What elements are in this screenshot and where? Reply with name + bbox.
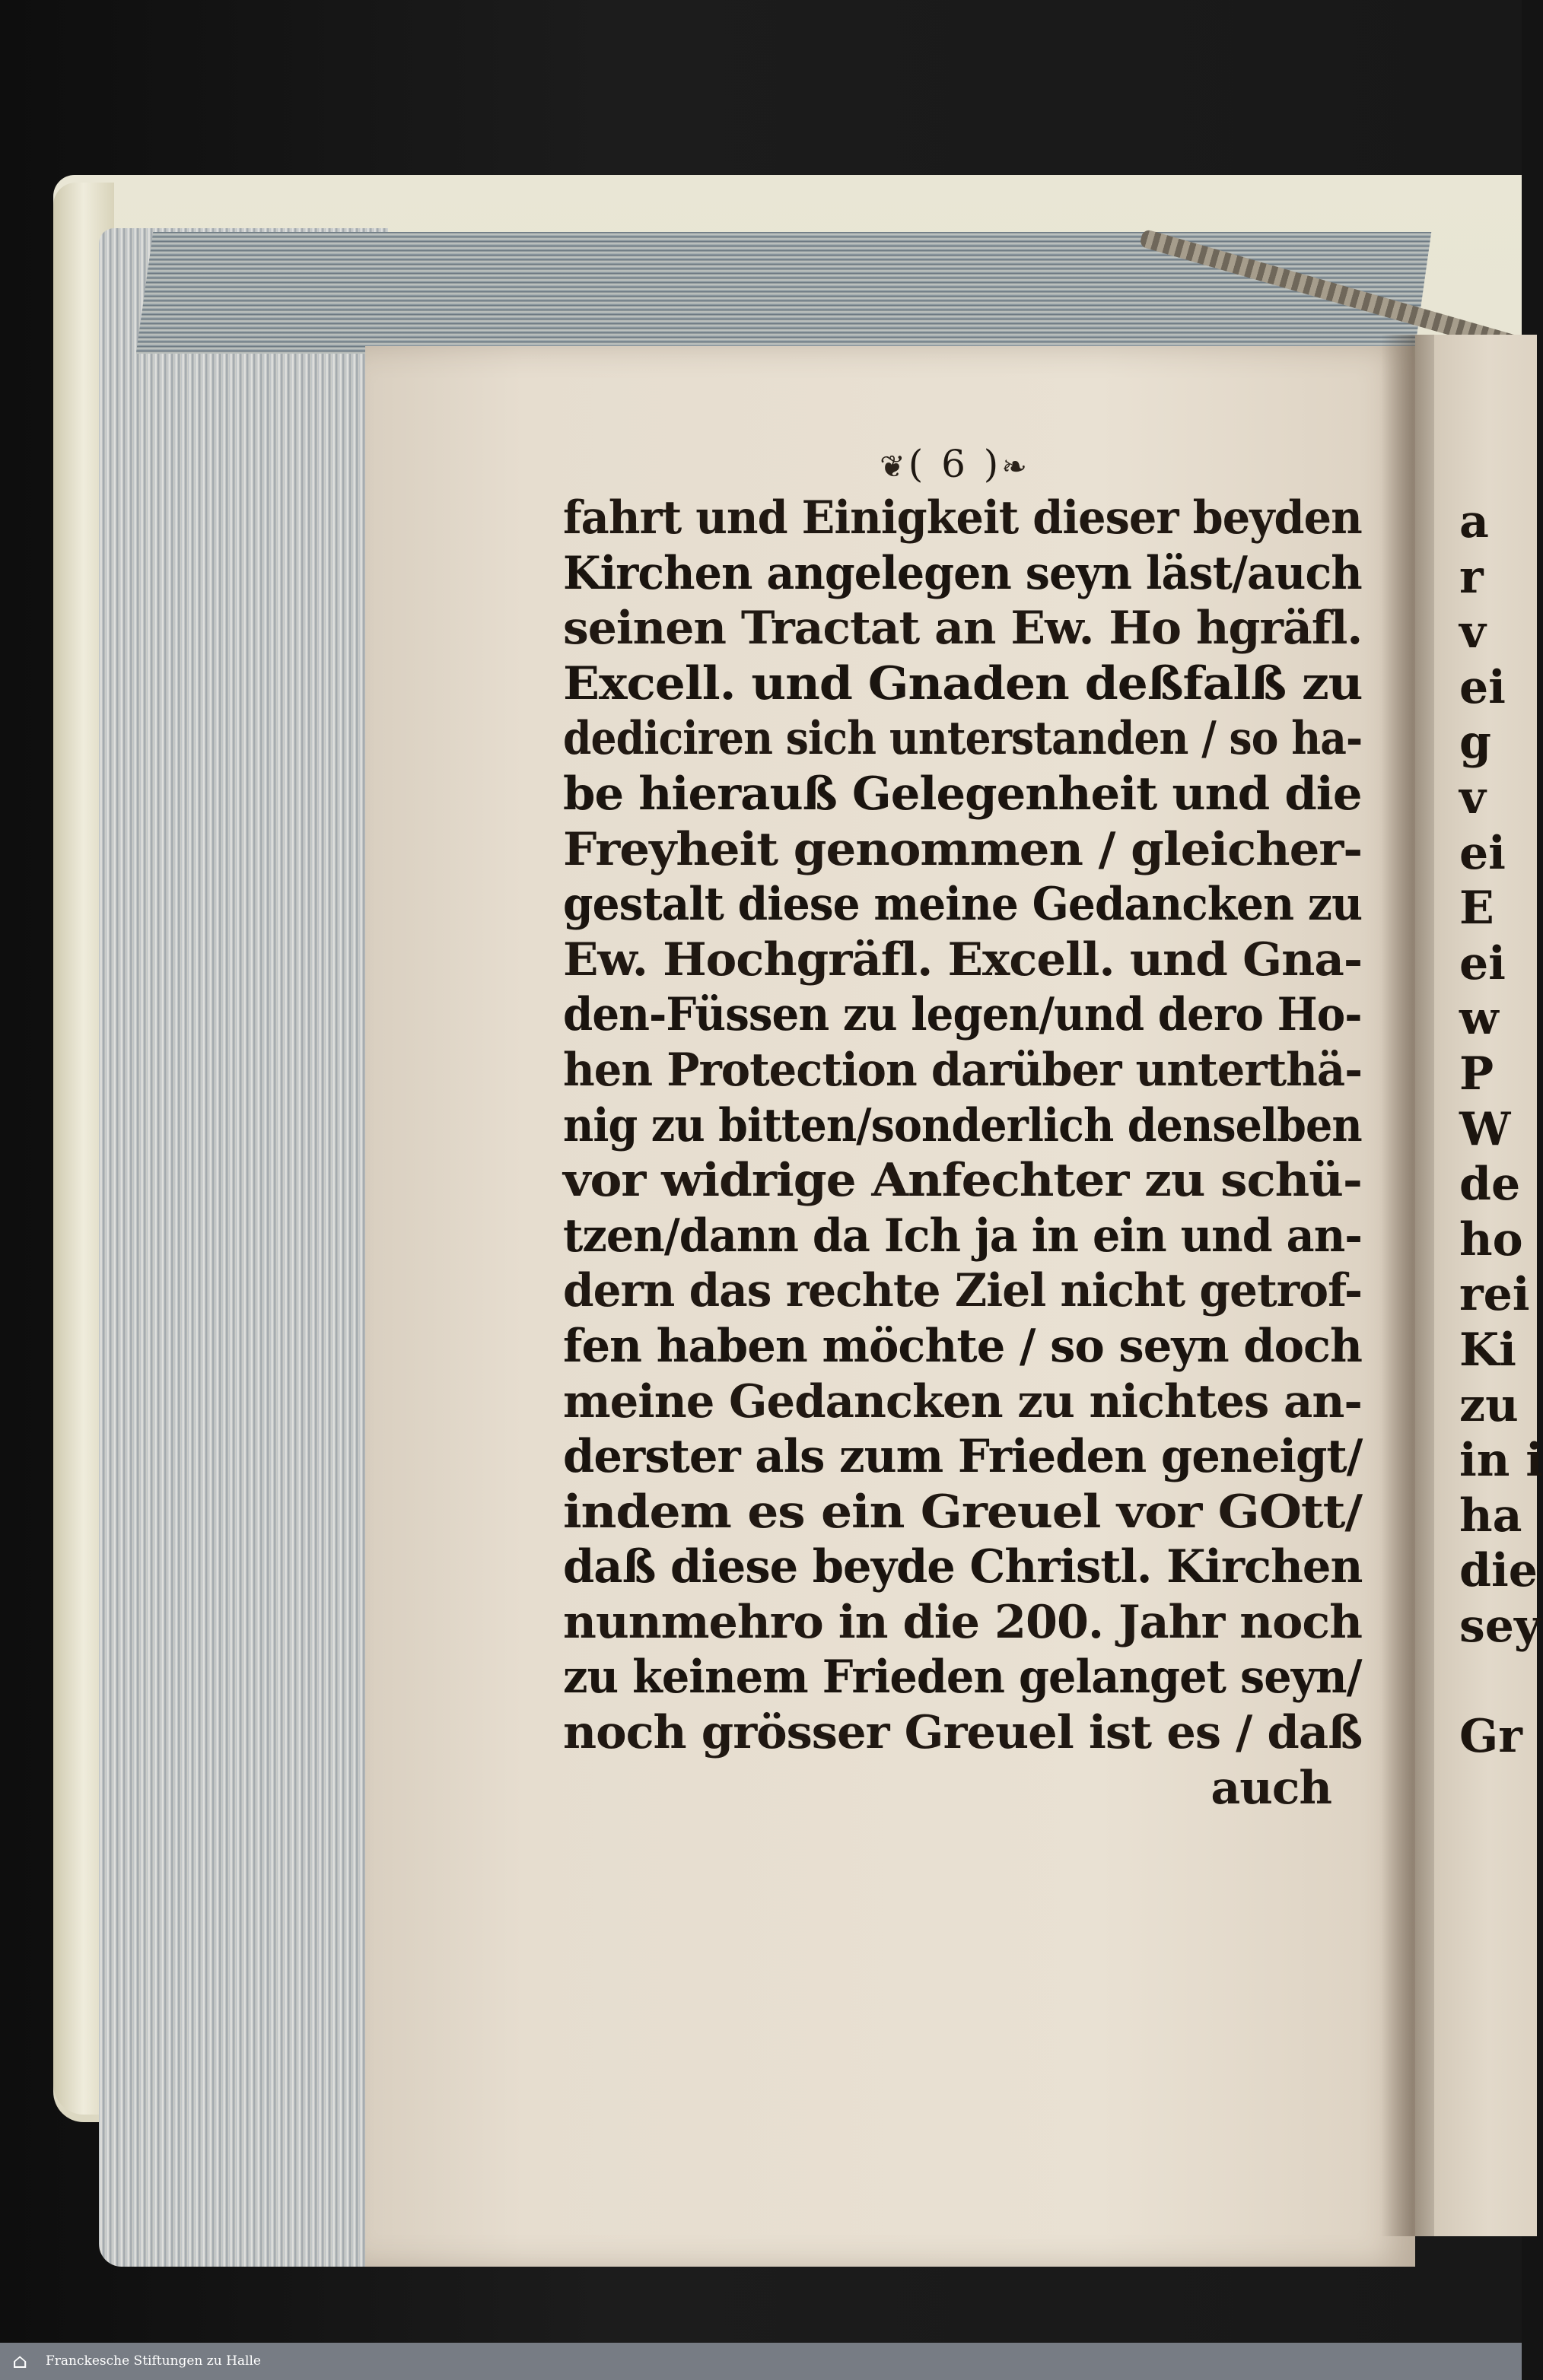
foundation-logo-icon: ⌂: [12, 2350, 27, 2373]
facing-text-fragment: sey: [1459, 1599, 1541, 1653]
text-line: indem es ein Greuel vor GOtt/: [563, 1485, 1362, 1539]
text-line: be hierauß Gelegenheit und die: [563, 767, 1362, 821]
text-line: zu keinem Frieden gelanget seyn/: [563, 1651, 1362, 1705]
facing-text-fragment: ho: [1459, 1212, 1523, 1266]
facing-text-fragment: [1459, 1654, 1528, 1709]
body-text: [563, 491, 1362, 1761]
text-line: Kirchen angelegen seyn läst/auch: [563, 546, 1362, 600]
text-line: daß diese beyde Christl. Kirchen: [563, 1540, 1363, 1594]
facing-page-text: [1459, 494, 1543, 1765]
facing-text-fragment: W: [1459, 1102, 1511, 1156]
text-line: nunmehro in die 200. Jahr noch: [563, 1595, 1362, 1649]
page-number-header: [548, 437, 1362, 491]
text-line: meine Gedancken zu nichtes an-: [563, 1374, 1362, 1428]
text-line: Excell. und Gnaden deßfalß zu: [563, 656, 1363, 710]
ornament-left-icon: ❦: [880, 450, 908, 485]
facing-text-fragment: Ki: [1459, 1323, 1516, 1377]
facing-text-fragment: r: [1459, 550, 1484, 604]
facing-text-fragment: P: [1459, 1047, 1494, 1101]
facing-text-fragment: w: [1459, 992, 1499, 1046]
page-block-top-edges: [136, 232, 1431, 354]
footer-bar: [0, 2343, 1522, 2380]
facing-text-fragment: zu: [1459, 1378, 1519, 1432]
page-number: ( 6 ): [908, 442, 1002, 486]
text-line: Freyheit genommen / gleicher-: [563, 822, 1363, 876]
text-line: dediciren sich unterstanden / so ha-: [563, 712, 1363, 766]
text-line: tzen/dann da Ich ja in ein und an-: [563, 1209, 1363, 1263]
facing-text-fragment: ei: [1459, 660, 1506, 714]
text-line: den-Füssen zu legen/und dero Ho-: [563, 988, 1362, 1042]
text-line: fahrt und Einigkeit dieser beyden: [563, 491, 1362, 545]
facing-text-fragment: ei: [1459, 936, 1506, 990]
facing-text-fragment: E: [1459, 882, 1494, 936]
facing-text-fragment: g: [1459, 716, 1491, 770]
text-line: derster als zum Frieden geneigt/: [563, 1430, 1363, 1484]
footer-caption: Franckesche Stiftungen zu Halle: [46, 2353, 261, 2369]
page-block-edges: [99, 228, 388, 2267]
text-line: dern das rechte Ziel nicht getrof-: [563, 1264, 1363, 1318]
text-line: noch grösser Greuel ist es / daß: [563, 1706, 1363, 1760]
facing-text-fragment: rei: [1459, 1268, 1530, 1322]
facing-text-fragment: ei: [1459, 826, 1506, 880]
ornament-right-icon: ❧: [1001, 450, 1030, 485]
catchword: auch: [1211, 1761, 1331, 1815]
text-line: vor widrige Anfechter zu schü-: [563, 1154, 1362, 1208]
text-line: hen Protection darüber unterthä-: [563, 1043, 1363, 1097]
facing-text-fragment: v: [1459, 605, 1486, 659]
facing-text-fragment: die: [1459, 1544, 1538, 1598]
facing-text-fragment: ha: [1459, 1489, 1522, 1543]
facing-text-fragment: a: [1459, 495, 1489, 548]
text-line: nig zu bitten/sonderlich denselben: [563, 1098, 1362, 1152]
page-text-block: [563, 437, 1362, 1816]
text-line: gestalt diese meine Gedancken zu: [563, 878, 1363, 932]
text-line: fen haben möchte / so seyn doch: [563, 1319, 1363, 1373]
facing-text-fragment: Gr: [1459, 1710, 1522, 1764]
text-line: seinen Tractat an Ew. Ho hgräfl.: [563, 602, 1363, 656]
text-line: Ew. Hochgräfl. Excell. und Gna-: [563, 933, 1363, 987]
page-gutter: [1381, 335, 1434, 2236]
facing-text-fragment: de: [1459, 1158, 1521, 1212]
facing-text-fragment: in i: [1459, 1434, 1543, 1488]
facing-text-fragment: v: [1459, 771, 1486, 825]
